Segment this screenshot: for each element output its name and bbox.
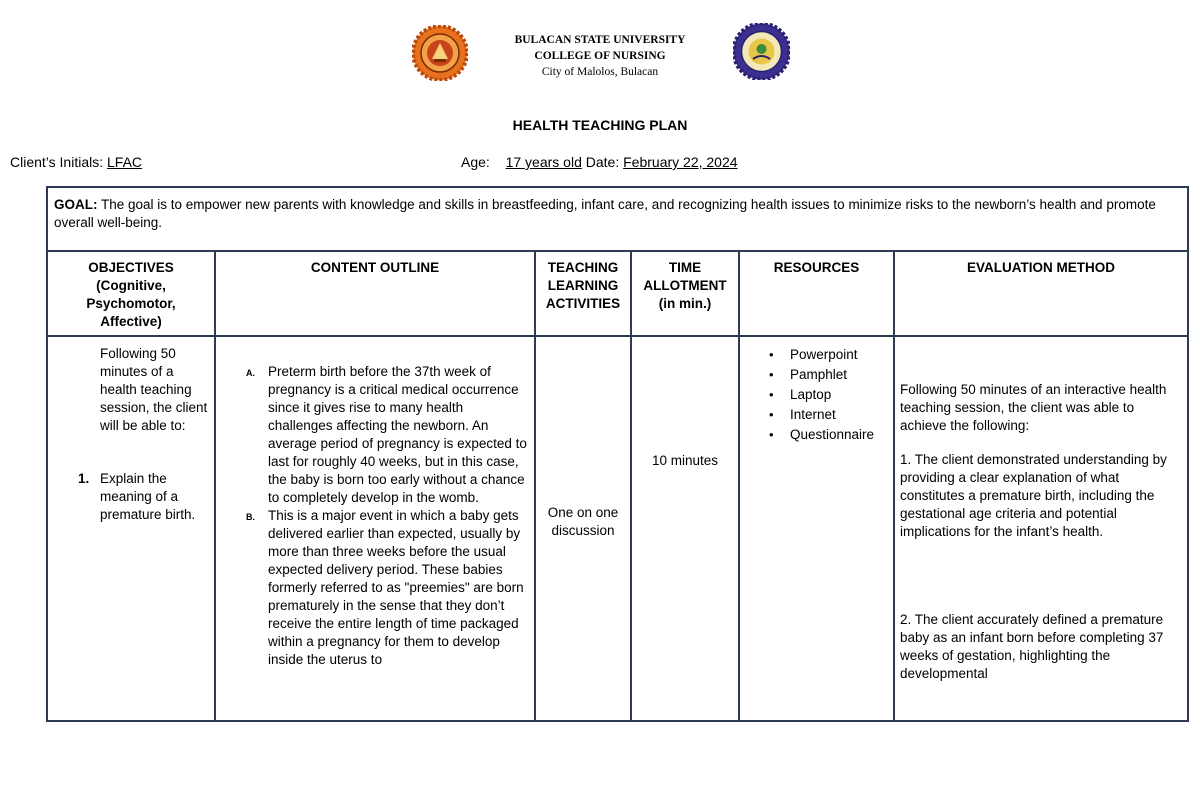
- evaluation-item-2: 2. The client accurately defined a premature baby as an infant born before completing 37 weeks of gestation, highlighting the developmental: [900, 612, 1164, 681]
- header-divider: [48, 335, 1187, 337]
- goal-label: GOAL:: [54, 197, 98, 212]
- header-time-allotment: TIME ALLOTMENT (in min.): [643, 260, 727, 311]
- page-title: HEALTH TEACHING PLAN: [512, 117, 688, 133]
- institution-header: [500, 32, 700, 80]
- col-divider-2: [534, 250, 536, 720]
- content-item-a: A. Preterm birth before the 37th week of pregnancy is a critical medical occurrence since it gives rise to many health challenges affecting the newborn. An average period of pregnancy is expected to last for roughly 40 weeks, but in this case, the baby is born too early without a chance to completely develop in the womb.: [246, 364, 527, 505]
- col-divider-3: [630, 250, 632, 720]
- resource-item: • Laptop: [766, 385, 896, 405]
- objective-item: Explain the meaning of a premature birth.: [100, 471, 196, 522]
- resources-list: [766, 345, 896, 445]
- resource-item: • Pamphlet: [766, 365, 896, 385]
- goal-text: The goal is to empower new parents with knowledge and skills in breastfeeding, infant care, and recognizing health issues to minimize risks to the newborn’s health and promote overall well-being.: [54, 197, 1156, 230]
- col-divider-4: [738, 250, 740, 720]
- client-age: [461, 154, 738, 170]
- time-allotment-value: 10 minutes: [651, 453, 719, 468]
- objectives-intro: Following 50 minutes of a health teaching session, the client will be able to:: [100, 346, 208, 433]
- teaching-activity: One on one discussion: [547, 505, 619, 538]
- content-item-b: B. This is a major event in which a baby gets delivered earlier than expected, usually by more than three weeks before the usual expected delivery period. These babies formerly referred to as "preemies" are born prematurely in the sense that they don’t receive the entire length of time packaged within a pregnancy for them to develop inside the uterus to: [246, 508, 524, 667]
- goal-divider: [48, 250, 1187, 252]
- client-initials-value: LFAC: [107, 154, 143, 170]
- objective-marker: 1.: [78, 471, 90, 486]
- header-content-outline: CONTENT OUTLINE: [310, 260, 440, 275]
- content-outline-list: [246, 363, 528, 669]
- resource-item: • Internet: [766, 405, 896, 425]
- date-value: February 22, 2024: [623, 154, 738, 170]
- header-evaluation-method: EVALUATION METHOD: [967, 260, 1115, 275]
- header-resources: RESOURCES: [773, 260, 860, 275]
- teaching-plan-table: [46, 186, 1189, 722]
- resource-item: • Questionnaire: [766, 425, 896, 445]
- college-of-nursing-seal-logo: [733, 23, 790, 80]
- age-value: 17 years old: [505, 154, 582, 170]
- university-name: BULACAN STATE UNIVERSITY: [514, 34, 686, 46]
- header-objectives: OBJECTIVES (Cognitive, Psychomotor, Affective): [86, 260, 176, 329]
- city-name: City of Malolos, Bulacan: [541, 66, 659, 78]
- date-label: Date:: [585, 154, 620, 170]
- age-label: Age:: [461, 154, 490, 170]
- col-divider-5: [893, 250, 895, 720]
- client-initials-label: Client’s Initials:: [10, 154, 104, 170]
- client-initials: [10, 154, 416, 170]
- resource-item: • Powerpoint: [766, 345, 896, 365]
- goal-statement: [54, 196, 1179, 232]
- university-seal-logo: [412, 25, 468, 81]
- col-divider-1: [214, 250, 216, 720]
- evaluation-item-1: 1. The client demonstrated understanding by providing a clear explanation of what constitutes a premature birth, including the gestational age criteria and potential implications for the infant’s health.: [900, 452, 1167, 539]
- header-teaching-activities: TEACHING LEARNING ACTIVITIES: [545, 260, 621, 311]
- evaluation-intro: Following 50 minutes of an interactive health teaching session, the client was able to achieve the following:: [900, 382, 1167, 433]
- college-name: COLLEGE OF NURSING: [534, 50, 666, 62]
